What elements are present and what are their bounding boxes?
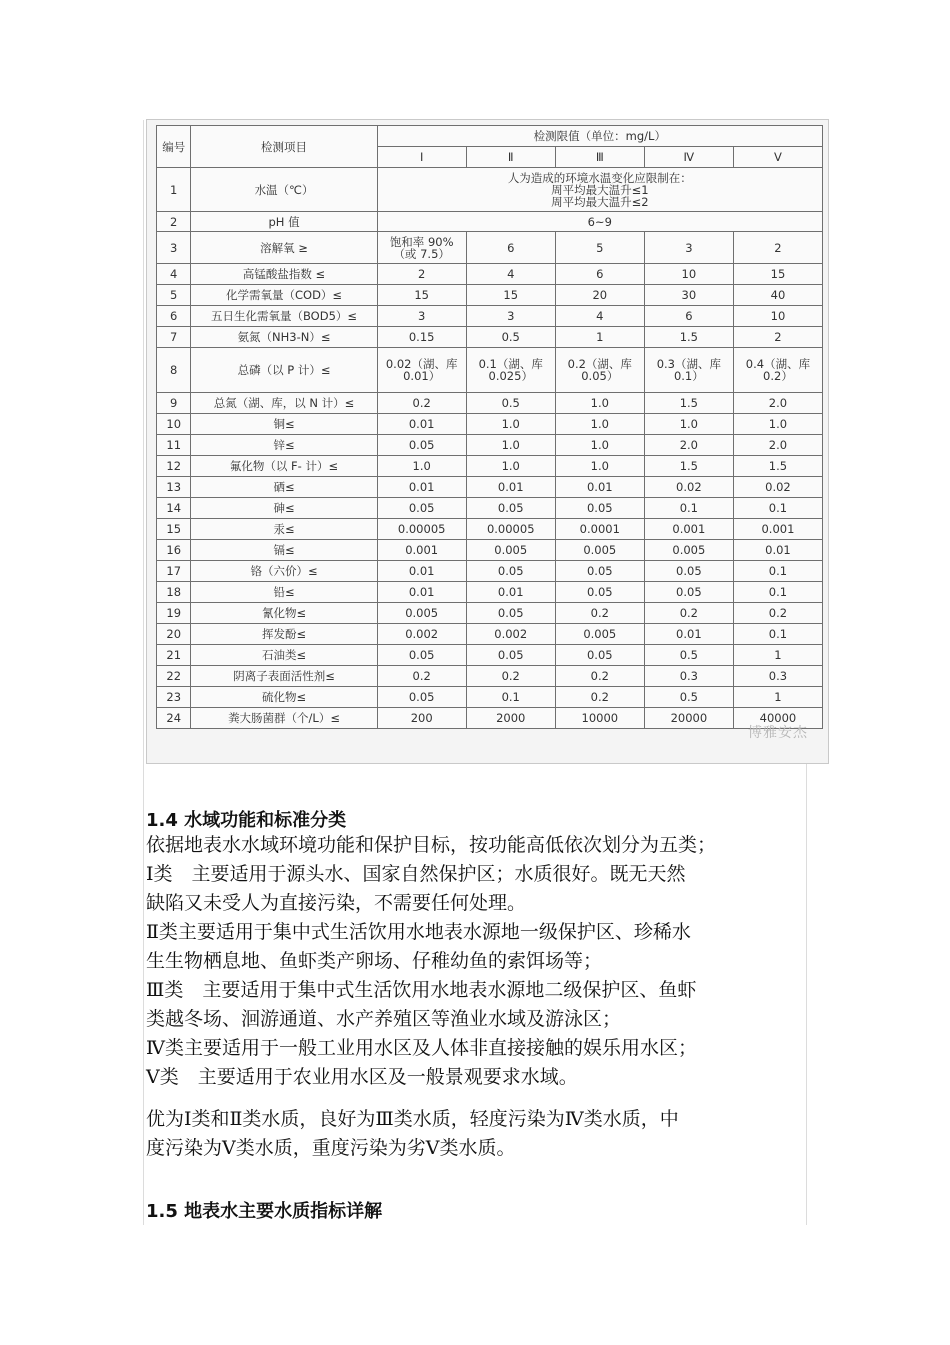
row-value: 0.001: [377, 540, 466, 561]
table-row: [157, 285, 823, 306]
row-value: 0.05: [377, 687, 466, 708]
body-line: 生生物栖息地、鱼虾类产卵场、仔稚幼鱼的索饵场等；: [146, 950, 603, 972]
header-class-4: Ⅳ: [644, 147, 733, 168]
row-value: 0.5: [466, 393, 555, 414]
row-value: 15: [466, 285, 555, 306]
row-value: 0.1: [733, 624, 822, 645]
body-line: Ⅴ类 主要适用于农业用水区及一般景观要求水域。: [146, 1066, 578, 1088]
row-value: 0.05: [555, 498, 644, 519]
row-value: 0.001: [644, 519, 733, 540]
row-value: 1: [555, 327, 644, 348]
page-border-left: [143, 120, 144, 1225]
row-item: 挥发酚≤: [191, 624, 377, 645]
row-value: 1: [733, 645, 822, 666]
table-row: [157, 212, 823, 232]
row-item: 铜≤: [191, 414, 377, 435]
row-value: 4: [555, 306, 644, 327]
row-value: 0.2: [466, 666, 555, 687]
row-item: 镉≤: [191, 540, 377, 561]
row-value: 0.2: [733, 603, 822, 624]
row-value: 1.0: [555, 393, 644, 414]
row-value: 0.2: [555, 666, 644, 687]
row-value: 0.1: [733, 561, 822, 582]
row-no: 4: [157, 264, 191, 285]
row-value: 1.0: [555, 435, 644, 456]
table-row: [157, 414, 823, 435]
row-item: 总磷（以 P 计）≤: [191, 348, 377, 393]
row-no: 12: [157, 456, 191, 477]
row-value: 0.2（湖、库 0.05）: [555, 348, 644, 393]
row-no: 8: [157, 348, 191, 393]
note-line: 人为造成的环境水温变化应限制在：: [507, 170, 692, 185]
row-no: 23: [157, 687, 191, 708]
body-line: 类越冬场、洄游通道、水产养殖区等渔业水域及游泳区；: [146, 1008, 622, 1030]
row-value: 1: [733, 687, 822, 708]
row-value: 3: [377, 306, 466, 327]
row-value: 0.01: [555, 477, 644, 498]
table-row: [157, 264, 823, 285]
body-line: 缺陷又未受人为直接污染，不需要任何处理。: [146, 892, 527, 914]
table-row: [157, 477, 823, 498]
table-row: [157, 456, 823, 477]
row-value: 0.1: [733, 498, 822, 519]
row-item: 锌≤: [191, 435, 377, 456]
row-value: 0.02: [733, 477, 822, 498]
header-class-3: Ⅲ: [555, 147, 644, 168]
row-no: 6: [157, 306, 191, 327]
note-line: 周平均最大温升≤1: [551, 182, 649, 197]
row-value: 0.5: [644, 645, 733, 666]
row-no: 19: [157, 603, 191, 624]
summary-line: 优为Ⅰ类和Ⅱ类水质，良好为Ⅲ类水质，轻度污染为Ⅳ类水质，中: [146, 1108, 679, 1130]
header-no: 编号: [157, 126, 191, 168]
table-row: [157, 582, 823, 603]
row-no: 15: [157, 519, 191, 540]
row-value: 0.02: [644, 477, 733, 498]
row-value: 0.01: [644, 624, 733, 645]
row-value: 0.2: [644, 603, 733, 624]
row-value: 0.05: [466, 498, 555, 519]
row-value: 1.5: [644, 456, 733, 477]
body-line: Ⅳ类主要适用于一般工业用水区及人体非直接接触的娱乐用水区；: [146, 1037, 697, 1059]
row-value: 5: [555, 232, 644, 264]
row-value: 10: [733, 306, 822, 327]
row-value: 0.00005: [377, 519, 466, 540]
row-value: 0.05: [466, 561, 555, 582]
row-no: 9: [157, 393, 191, 414]
row-value: 0.01: [466, 582, 555, 603]
table-row: [157, 232, 823, 264]
table-row: [157, 624, 823, 645]
row-value: 0.05: [644, 561, 733, 582]
row-value: 0.05: [377, 498, 466, 519]
row-value: 40000: [733, 708, 822, 729]
row-no: 5: [157, 285, 191, 306]
row-value: 2: [377, 264, 466, 285]
row-item: 汞≤: [191, 519, 377, 540]
row-item: 粪大肠菌群（个/L）≤: [191, 708, 377, 729]
row-no: 1: [157, 168, 191, 212]
row-value: 0.005: [644, 540, 733, 561]
row-value: 10000: [555, 708, 644, 729]
row-value: 0.005: [555, 624, 644, 645]
body-line: Ⅰ类 主要适用于源头水、国家自然保护区；水质很好。既无天然: [146, 863, 686, 885]
row-value: 6: [466, 232, 555, 264]
row-value: 0.05: [377, 435, 466, 456]
row-value: 0.05: [555, 561, 644, 582]
row-value: 4: [466, 264, 555, 285]
table-row: [157, 540, 823, 561]
table-row: [157, 708, 823, 729]
row-value: 20: [555, 285, 644, 306]
row-value: 1.0: [377, 456, 466, 477]
row-item: 溶解氧 ≥: [191, 232, 377, 264]
row-value: 0.02（湖、库 0.01）: [377, 348, 466, 393]
table-row: [157, 435, 823, 456]
row-value: 0.01: [377, 561, 466, 582]
row-value: 0.00005: [466, 519, 555, 540]
row-value: 1.5: [733, 456, 822, 477]
summary-line: 度污染为Ⅴ类水质，重度污染为劣Ⅴ类水质。: [146, 1137, 516, 1159]
row-item: pH 值: [191, 212, 377, 232]
table-row: [157, 327, 823, 348]
row-value: 饱和率 90%（或 7.5）: [377, 232, 466, 264]
body-line: Ⅱ类主要适用于集中式生活饮用水地表水源地一级保护区、珍稀水: [146, 921, 691, 943]
row-value: 0.001: [733, 519, 822, 540]
row-value: 2: [733, 327, 822, 348]
row-value: 0.3: [644, 666, 733, 687]
row-value: 0.01: [466, 477, 555, 498]
row-value: 0.2: [377, 393, 466, 414]
row-value: 0.01: [377, 582, 466, 603]
row-item: 氨氮（NH3-N）≤: [191, 327, 377, 348]
row-value: 30: [644, 285, 733, 306]
row-value: 0.01: [377, 477, 466, 498]
row-value: 0.1: [733, 582, 822, 603]
header-class-1: Ⅰ: [377, 147, 466, 168]
row-no: 24: [157, 708, 191, 729]
row-value: 2.0: [644, 435, 733, 456]
row-value: 1.5: [644, 327, 733, 348]
row-value: 40: [733, 285, 822, 306]
row-value: 0.05: [555, 582, 644, 603]
watermark: 博雅安杰: [748, 725, 808, 741]
row-item: 化学需氧量（COD）≤: [191, 285, 377, 306]
row-value: 10: [644, 264, 733, 285]
row-value: 6: [644, 306, 733, 327]
body-line: Ⅲ类 主要适用于集中式生活饮用水地表水源地二级保护区、鱼虾: [146, 979, 697, 1001]
header-limit: 检测限值（单位：mg/L）: [377, 126, 822, 147]
row-item: 砷≤: [191, 498, 377, 519]
table-row: [157, 687, 823, 708]
row-no: 3: [157, 232, 191, 264]
row-value: 2000: [466, 708, 555, 729]
header-class-5: Ⅴ: [733, 147, 822, 168]
row-value: 0.4（湖、库 0.2）: [733, 348, 822, 393]
row-value: 1.0: [555, 456, 644, 477]
row-value: 0.1（湖、库 0.025）: [466, 348, 555, 393]
row-no: 7: [157, 327, 191, 348]
row-no: 16: [157, 540, 191, 561]
row-no: 11: [157, 435, 191, 456]
body-line: 依据地表水水域环境功能和保护目标，按功能高低依次划分为五类；: [146, 834, 717, 856]
row-value: 0.05: [466, 603, 555, 624]
note-line: 周平均最大温升≤2: [551, 194, 649, 209]
row-value: 2.0: [733, 393, 822, 414]
row-value: 1.0: [555, 414, 644, 435]
row-value: 3: [466, 306, 555, 327]
section-heading-1-4: 1.4 水域功能和标准分类: [146, 810, 347, 831]
row-value: 0.005: [466, 540, 555, 561]
row-value: 1.0: [733, 414, 822, 435]
row-value: 0.1: [644, 498, 733, 519]
row-value: 15: [377, 285, 466, 306]
table-row: [157, 348, 823, 393]
row-item: 总氮（湖、库，以 N 计）≤: [191, 393, 377, 414]
table-row: [157, 519, 823, 540]
row-value: 0.005: [377, 603, 466, 624]
table-row: [157, 393, 823, 414]
row-value: 0.1: [466, 687, 555, 708]
table-row: [157, 666, 823, 687]
row-value: 20000: [644, 708, 733, 729]
row-item: 高锰酸盐指数 ≤: [191, 264, 377, 285]
standard-table-image: [146, 119, 829, 764]
row-value: 0.5: [644, 687, 733, 708]
row-value: 0.05: [377, 645, 466, 666]
row-no: 2: [157, 212, 191, 232]
row-value: 1.0: [466, 414, 555, 435]
row-value: 2.0: [733, 435, 822, 456]
row-value: 0.15: [377, 327, 466, 348]
table-row: [157, 498, 823, 519]
row-value: 0.2: [555, 687, 644, 708]
water-temp-note: [377, 168, 822, 212]
row-no: 22: [157, 666, 191, 687]
row-value: 1.0: [466, 456, 555, 477]
row-value: 0.2: [377, 666, 466, 687]
table-row: [157, 603, 823, 624]
row-item: 铅≤: [191, 582, 377, 603]
row-value: 0.5: [466, 327, 555, 348]
row-no: 13: [157, 477, 191, 498]
row-item: 水温（℃）: [191, 168, 377, 212]
ph-range: 6~9: [377, 212, 822, 232]
table-row: [157, 645, 823, 666]
section-heading-1-5: 1.5 地表水主要水质指标详解: [146, 1201, 383, 1222]
row-value: 1.0: [466, 435, 555, 456]
row-no: 14: [157, 498, 191, 519]
row-value: 0.01: [377, 414, 466, 435]
table-row: [157, 168, 823, 212]
row-value: 0.002: [466, 624, 555, 645]
row-item: 氟化物（以 F- 计）≤: [191, 456, 377, 477]
row-value: 200: [377, 708, 466, 729]
row-no: 20: [157, 624, 191, 645]
row-item: 石油类≤: [191, 645, 377, 666]
row-item: 硫化物≤: [191, 687, 377, 708]
row-item: 阴离子表面活性剂≤: [191, 666, 377, 687]
row-item: 五日生化需氧量（BOD5）≤: [191, 306, 377, 327]
row-value: 1.5: [644, 393, 733, 414]
row-value: 3: [644, 232, 733, 264]
row-value: 0.2: [555, 603, 644, 624]
row-no: 10: [157, 414, 191, 435]
row-item: 氰化物≤: [191, 603, 377, 624]
row-value: 0.05: [644, 582, 733, 603]
header-item: 检测项目: [191, 126, 377, 168]
header-class-2: Ⅱ: [466, 147, 555, 168]
table-row: [157, 561, 823, 582]
row-value: 6: [555, 264, 644, 285]
row-value: 0.002: [377, 624, 466, 645]
row-value: 1.0: [644, 414, 733, 435]
row-value: 0.3: [733, 666, 822, 687]
row-value: 0.05: [466, 645, 555, 666]
row-value: 2: [733, 232, 822, 264]
row-value: 15: [733, 264, 822, 285]
row-item: 硒≤: [191, 477, 377, 498]
row-no: 17: [157, 561, 191, 582]
row-value: 0.0001: [555, 519, 644, 540]
row-no: 21: [157, 645, 191, 666]
row-value: 0.01: [733, 540, 822, 561]
table-row: [157, 306, 823, 327]
row-no: 18: [157, 582, 191, 603]
row-value: 0.005: [555, 540, 644, 561]
row-item: 铬（六价）≤: [191, 561, 377, 582]
row-value: 0.05: [555, 645, 644, 666]
water-quality-standard-table: [156, 125, 823, 729]
row-value: 0.3（湖、库 0.1）: [644, 348, 733, 393]
